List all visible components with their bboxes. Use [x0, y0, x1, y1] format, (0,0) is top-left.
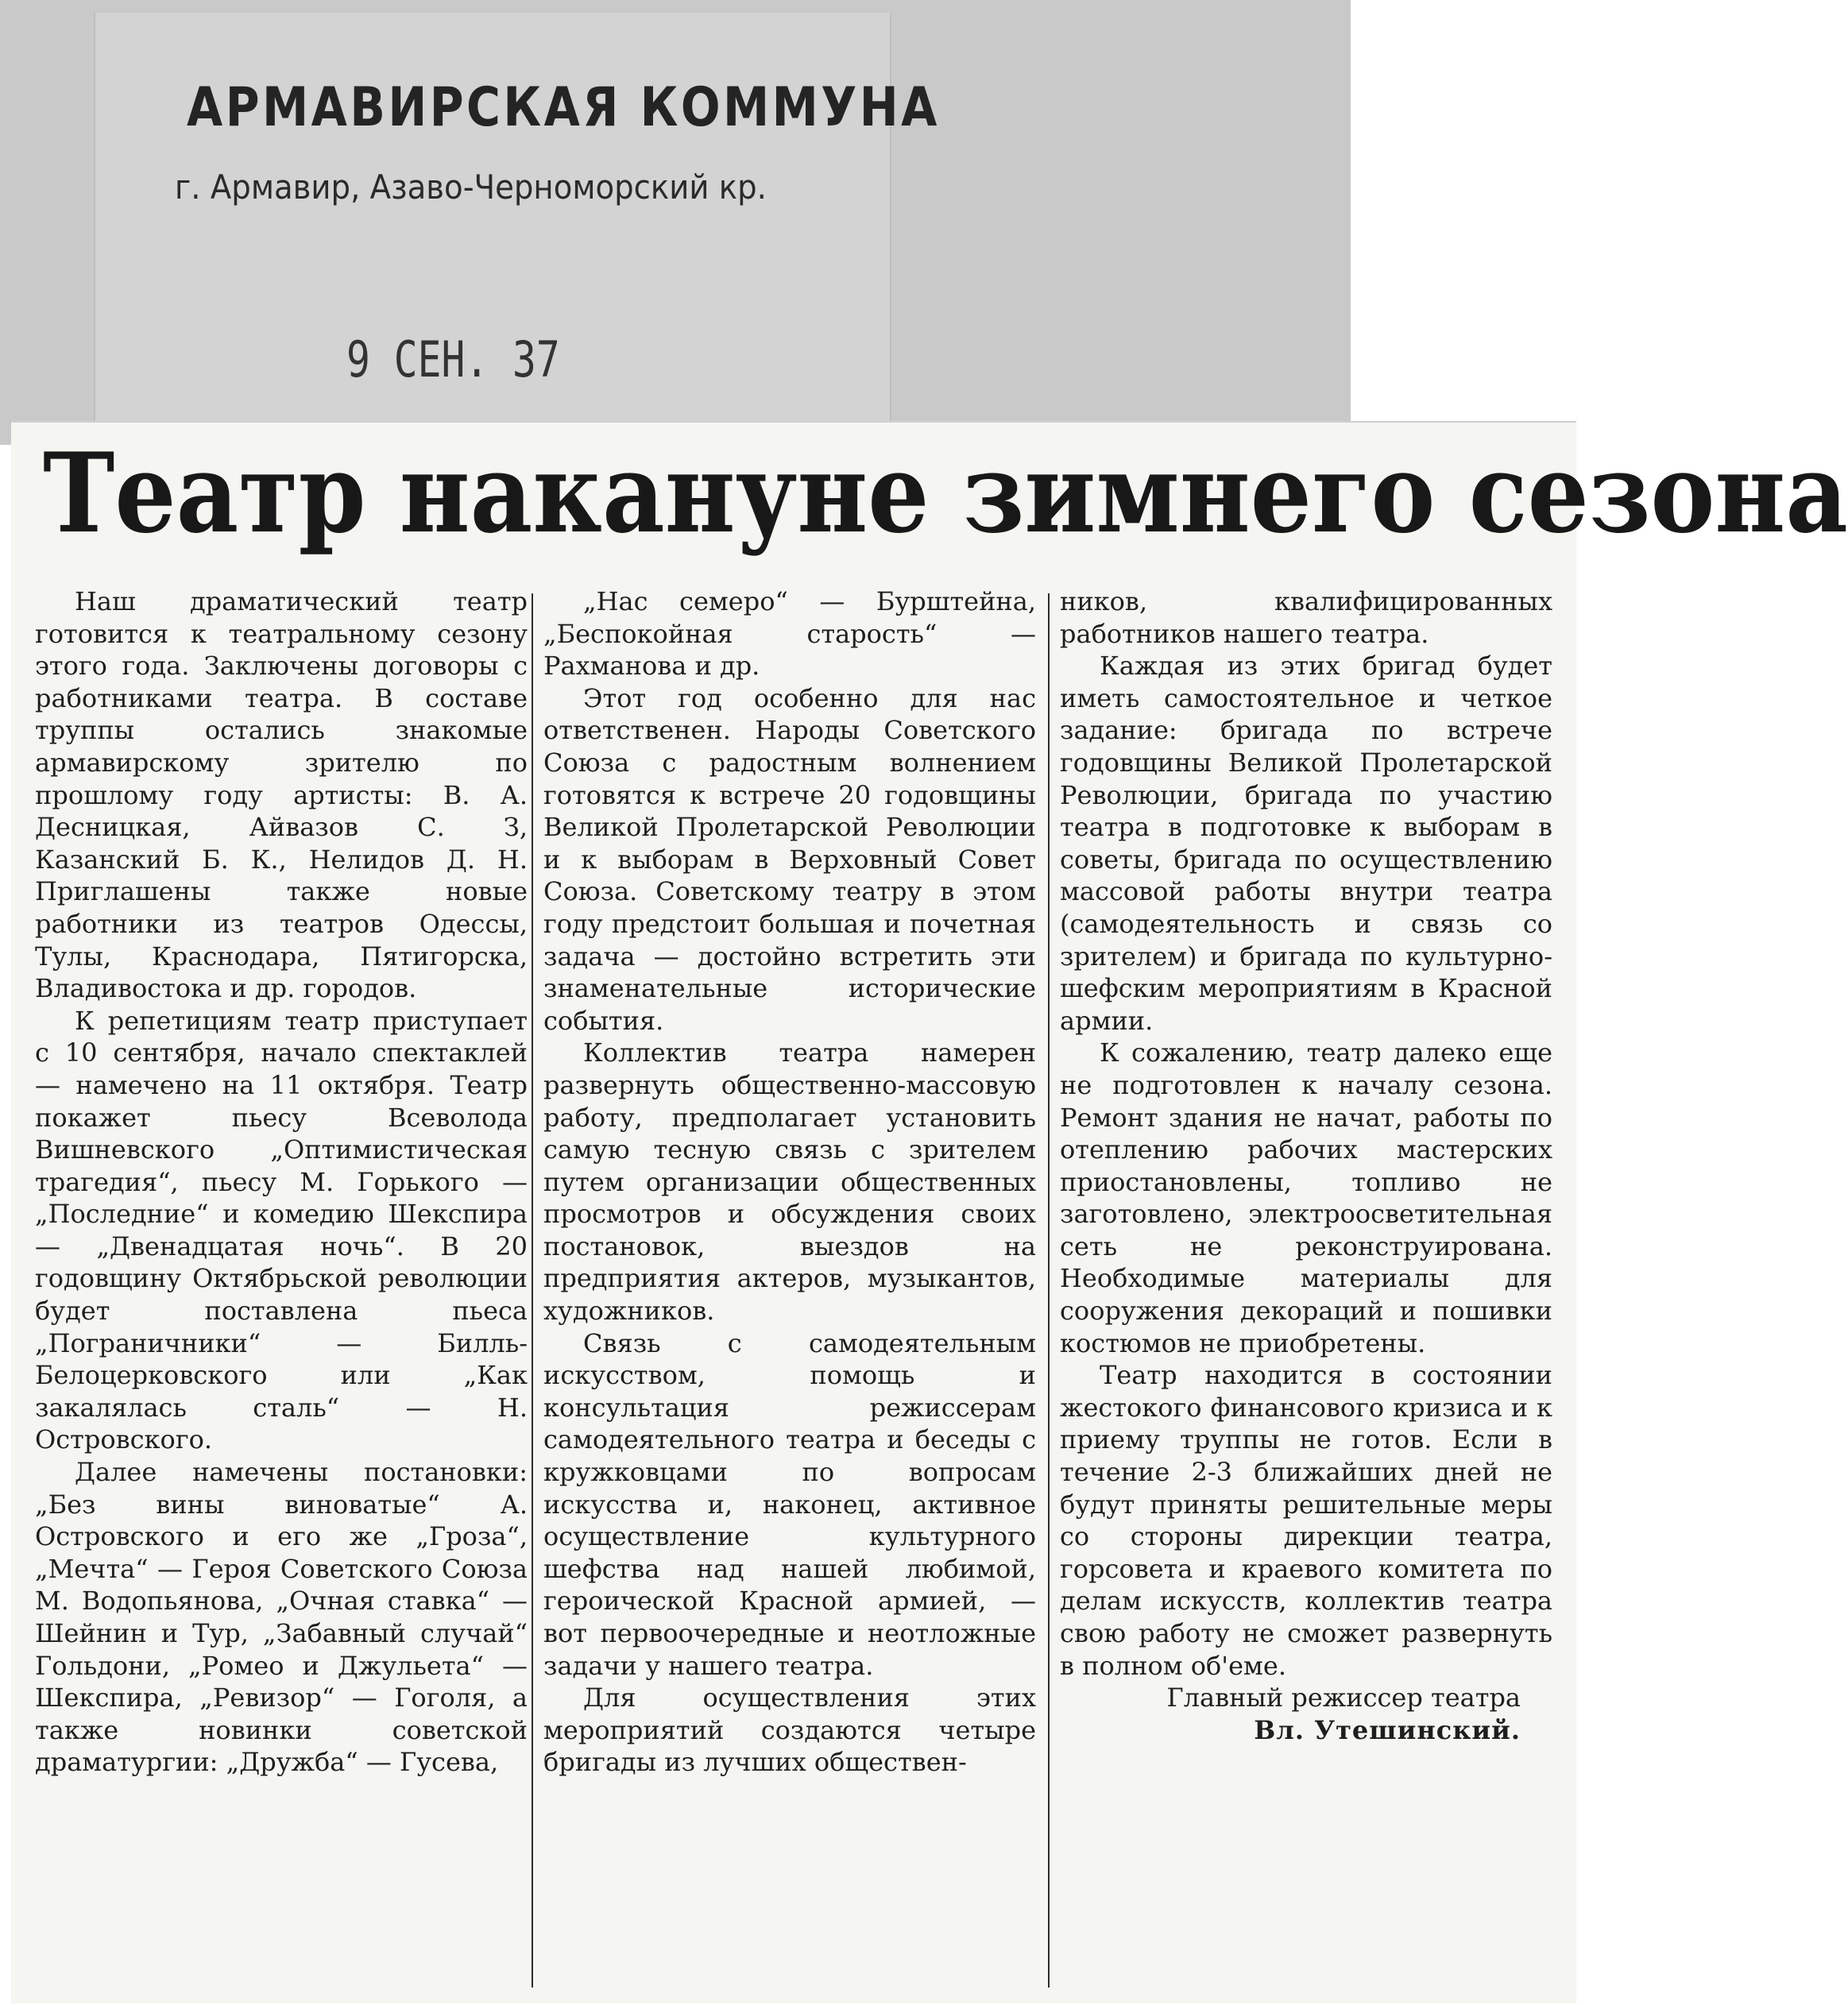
paragraph: Театр находится в состоянии жестокого финансового кризиса и к приему труппы не готов. Если в течение 2-3 ближайших дней не будут приняты решительные меры со стороны дирекции театра, горсовета и краевого комитета по делам искусств, коллектив театра свою работу не сможет развернуть в полном об'еме.	[1060, 1360, 1552, 1681]
signature-name: Вл. Утешинский.	[1254, 1714, 1521, 1745]
newspaper-clipping	[11, 421, 1848, 2003]
article-column-1	[35, 585, 528, 1779]
paragraph: Связь с самодеятельным искусством, помощь и консультация режиссерам самодеятельного театра и беседы с кружковцами по вопросам искусства и, наконец, активное осуществление культурного шефства над нашей любимой, героической Красной армией, — вот первоочередные и неотложные задачи у нашего театра.	[543, 1327, 1036, 1681]
clipping-date: 9 СЕН. 37	[346, 330, 560, 388]
paragraph: „Нас семеро“ — Бурштейна, „Беспокойная старость“ — Рахманова и др.	[543, 586, 1036, 682]
paragraph: Коллектив театра намерен развернуть общественно-массовую работу, предполагает установить самую тесную связь с зрителем путем организации общественных просмотров и обсуждения своих постановок, выездов на предприятия актеров, музыкантов, художников.	[543, 1037, 1036, 1327]
signature-role: Главный режиссер театра	[1166, 1682, 1521, 1713]
newspaper-place: г. Армавир, Азаво-Черноморский кр.	[175, 168, 767, 207]
column-rule	[1048, 593, 1050, 1988]
article-headline: Театр накануне зимнего сезона	[43, 428, 1848, 558]
article-column-3	[1060, 585, 1552, 1746]
paragraph: К репетициям театр приступает с 10 сентября, начало спектаклей — намечено на 11 октября. Театр покажет пьесу Всеволода Вишневского „Оптимистическая трагедия“, пьесу М. Горького — „Последние“ и комедию Шекспира — „Двенадцатая ночь“. В 20 годовщину Октябрьской революции будет поставлена пьеса „Пограничники“ — Билль-Белоцерковского или „Как закалялась сталь“ — Н. Островского.	[35, 1005, 528, 1455]
column-rule	[532, 593, 533, 1988]
paragraph: Каждая из этих бригад будет иметь самостоятельное и четкое задание: бригада по встрече годовщины Великой Пролетарской Революции, бригада по участию театра в подготовке к выборам в советы, бригада по осуществлению массовой работы внутри театра (самодеятельность и связь со зрителем) и бригада по культурно-шефским мероприятиям в Красной армии.	[1060, 651, 1552, 1036]
paragraph: Для осуществления этих мероприятий создаются четыре бригады из лучших обществен-	[543, 1682, 1036, 1778]
article-column-2	[543, 585, 1036, 1779]
paragraph: Этот год особенно для нас ответственен. Народы Советского Союза с радостным волнением готовятся к встрече 20 годовщины Великой Пролетарской Революции и к выборам в Верховный Совет Союза. Советскому театру в этом году предстоит большая и почетная задача — достойно встретить эти знаменательные исторические события.	[543, 682, 1036, 1036]
press-clipping-stamp	[94, 13, 940, 426]
newspaper-name: АРМАВИРСКАЯ КОММУНА	[187, 76, 940, 139]
paragraph: Далее намечены постановки: „Без вины виноватые“ А. Островского и его же „Гроза“, „Мечта“ — Героя Советского Союза М. Водопьянова, „Очная ставка“ — Шейнин и Тур, „Забавный случай“ Гольдони, „Ромео и Джульета“ — Шекспира, „Ревизор“ — Гоголя, а также новинки советской драматургии: „Дружба“ — Гусева,	[35, 1457, 528, 1778]
paragraph: ников, квалифицированных работников нашего театра.	[1060, 586, 1552, 649]
paragraph: Наш драматический театр готовится к театральному сезону этого года. Заключены договоры с работниками театра. В составе труппы остались знакомые армавирскому зрителю по прошлому году артисты: В. А. Десницкая, Айвазов С. З, Казанский Б. К., Нелидов Д. Н. Приглашены также новые работники из театров Одессы, Тулы, Краснодара, Пятигорска, Владивостока и др. городов.	[35, 586, 528, 1004]
paragraph: К сожалению, театр далеко еще не подготовлен к началу сезона. Ремонт здания не начат, работы по отеплению рабочих мастерских приостановлены, топливо не заготовлено, электроосветительная сеть не реконструирована. Необходимые материалы для сооружения декораций и пошивки костюмов не приобретены.	[1060, 1037, 1552, 1358]
